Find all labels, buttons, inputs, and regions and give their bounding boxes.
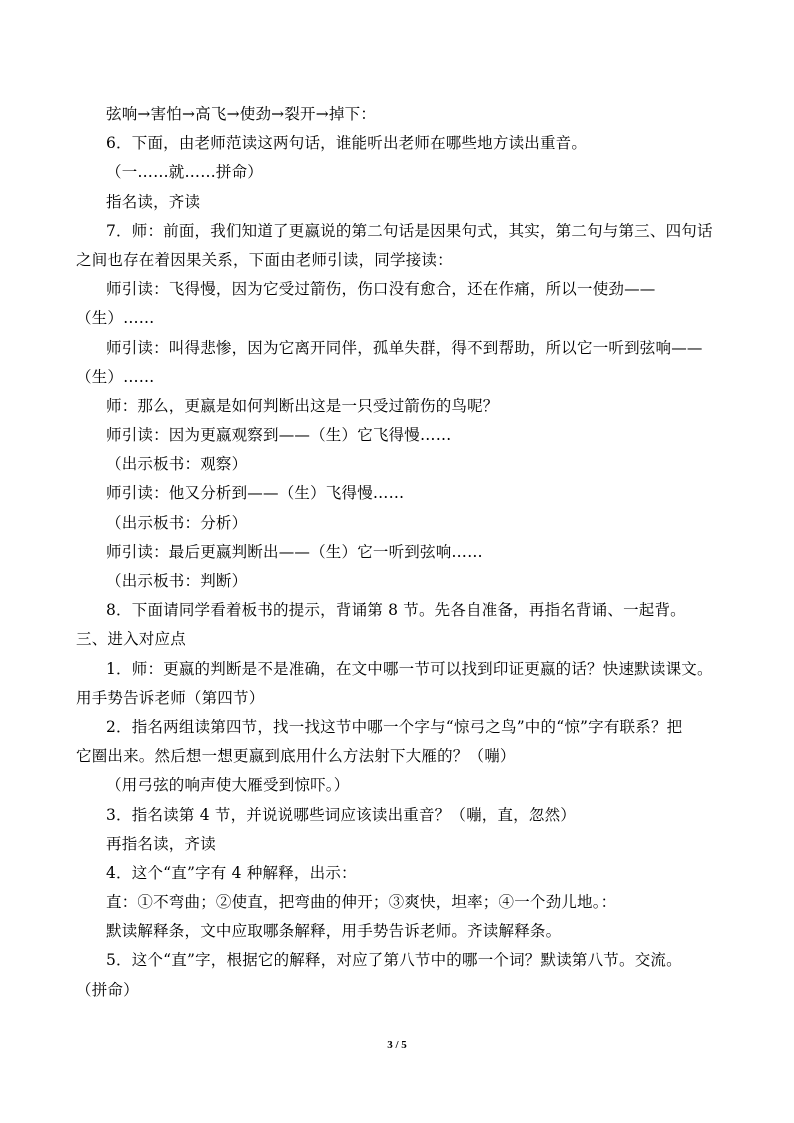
text-line: 师引读：叫得悲惨，因为它离开同伴，孤单失群，得不到帮助，所以它一听到弦响—— bbox=[106, 338, 703, 357]
page-number: 3 / 5 bbox=[387, 1039, 407, 1051]
text-line: 用手势告诉老师（第四节） bbox=[76, 688, 265, 707]
text-line: 它圈出来。然后想一想更嬴到底用什么方法射下大雁的？（嘣） bbox=[76, 747, 516, 766]
text-line: （出示板书：观察） bbox=[106, 455, 248, 474]
text-line: 指名读，齐读 bbox=[106, 192, 201, 211]
text-line: 5．这个“直”字，根据它的解释，对应了第八节中的哪一个词？默读第八节。交流。 bbox=[106, 951, 682, 970]
text-line: （出示板书：分析） bbox=[106, 513, 248, 532]
text-line: 6．下面，由老师范读这两句话，谁能听出老师在哪些地方读出重音。 bbox=[106, 134, 588, 153]
text-line: 师引读：飞得慢，因为它受过箭伤，伤口没有愈合，还在作痛，所以一使劲—— bbox=[106, 280, 656, 299]
text-line: 1．师：更嬴的判断是不是准确，在文中哪一节可以找到印证更嬴的话？快速默读课文。 bbox=[106, 659, 713, 678]
text-line: （出示板书：判断） bbox=[106, 572, 248, 590]
text-line: （生）…… bbox=[76, 309, 155, 328]
text-line: 师引读：因为更嬴观察到——（生）它飞得慢…… bbox=[106, 426, 452, 445]
text-line: 默读解释条，文中应取哪条解释，用手势告诉老师。齐读解释条。 bbox=[106, 922, 562, 941]
text-line: 三、进入对应点 bbox=[76, 630, 186, 649]
text-line: 之间也存在着因果关系，下面由老师引读，同学接读： bbox=[76, 250, 453, 269]
text-line: 直：①不弯曲；②使直，把弯曲的伸开；③爽快，坦率；④一个劲儿地。： bbox=[106, 893, 617, 912]
text-line: 师引读：最后更嬴判断出——（生）它一听到弦响…… bbox=[106, 542, 483, 561]
text-line: （用弓弦的响声使大雁受到惊吓。） bbox=[106, 776, 350, 795]
text-line: （拼命） bbox=[76, 980, 139, 999]
text-line: 7．师：前面，我们知道了更嬴说的第二句话是因果句式，其实，第二句与第三、四句话 bbox=[106, 221, 713, 240]
text-line: 8．下面请同学看着板书的提示，背诵第 8 节。先各自准备，再指名背诵、一起背。 bbox=[106, 601, 686, 620]
text-line: （一……就……拼命） bbox=[106, 163, 264, 182]
text-line: 2．指名两组读第四节，找一找这节中哪一个字与“惊弓之鸟”中的“惊”字有联系？把 bbox=[106, 717, 683, 736]
text-line: 弦响→害怕→高飞→使劲→裂开→掉下： bbox=[106, 105, 377, 123]
text-line: 3．指名读第 4 节，并说说哪些词应该读出重音？（嘣，直，忽然） bbox=[106, 805, 576, 824]
body-text bbox=[0, 100, 794, 1005]
text-line: 4．这个“直”字有 4 种解释，出示： bbox=[106, 863, 357, 882]
text-line: 再指名读，齐读 bbox=[106, 834, 216, 853]
text-line: 师：那么，更嬴是如何判断出这是一只受过箭伤的鸟呢？ bbox=[106, 396, 499, 415]
text-line: （生）…… bbox=[76, 367, 155, 386]
text-line: 师引读：他又分析到——（生）飞得慢…… bbox=[106, 484, 405, 503]
